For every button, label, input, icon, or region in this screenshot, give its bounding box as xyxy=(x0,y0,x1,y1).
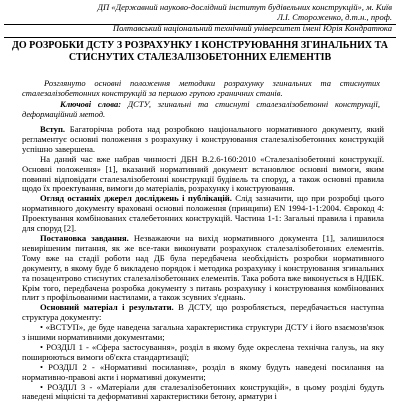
section-label-review: Огляд останніх джерел досліджень і публікацій. xyxy=(40,193,232,204)
affiliation-university: Полтавський національний технічний університет імені Юрія Кондратюка xyxy=(112,23,392,33)
paragraph-intro xyxy=(22,125,384,155)
main-text: В ДСТУ, що розробляється, передбачається наступна структура документу: xyxy=(22,302,384,323)
section-label-intro: Вступ. xyxy=(40,124,66,134)
abstract-text: Розглянуто основні положення методики розрахунку згинальних та стиснутих сталезалізобетонних конструкцій за першою групою граничних станів. xyxy=(22,78,380,98)
list-item: • «ВСТУП», де буде наведена загальна характеристика структури ДСТУ і його взаємозв'язок з іншими нормативними документами; xyxy=(22,322,384,343)
structure-list xyxy=(22,323,384,402)
paper-body xyxy=(22,125,384,402)
author-line: Л.І. Стороженко, д.т.н., проф. xyxy=(277,12,392,22)
keywords-label: Ключові слова: xyxy=(60,99,122,109)
paragraph-main xyxy=(22,303,384,323)
section-label-main: Основний матеріал і результати. xyxy=(40,302,174,313)
review-text: Слід зазначити, що при розробці цього нормативного документу враховані основні положення (принципи) EN 1994-1-1:2004. Єврокод 4: Проектування комбінованих сталебетонних конструкцій. Частина 1-1: Загальні правила і правила для споруд [2]. xyxy=(22,193,384,234)
paragraph-task xyxy=(22,234,384,303)
task-text: Незважаючи на вихід нормативного документа [1], залишилося невирішеним питання, як же все-таки виконувати розрахунок сталезалізобетонних елементів. Тому вже на стадії роботи над ДБ була передбачена необхідність розробки нормативного документу, в якому буде б викладено порядок і методика розрахунку і конструювання згинальних та позацентрово стиснутих сталезалізобетонних елементів. Така робота вже виконується в НДІБК. Крім того, передбачена розробка документу з питань розрахунку і конструювання комбінованих плит з профільованими настилами, а також зсувних з'єднань. xyxy=(22,232,384,303)
list-item: • РОЗДІЛ 2 - «Нормативні посилання», розділ в якому будуть наведені посилання на нормативно-правові акти і нормативні документи; xyxy=(22,361,384,382)
list-item: • РОЗДІЛ 1 - «Сфера застосування», розділ в якому буде окреслена технічна галузь, на яку поширюються вимоги об'єкта стандартизації; xyxy=(22,341,384,362)
affiliation-institute: ДП «Державний науково-дослідний інститут будівельних конструкцій», м. Київ xyxy=(97,2,392,12)
keywords-text: ДСТУ, згинальні та стиснуті сталезалізобетонні конструкції, деформаційний метод. xyxy=(22,99,381,119)
list-item: • РОЗДІЛ 3 - «Матеріали для сталезалізобетонних конструкцій», в цьому розділі будуть наведені міцнісні та деформативні характеристики бетону, арматури і xyxy=(22,381,384,402)
intro-text: Багаторічна робота над розробкою національного нормативного документу, який регламентує основні положення з розрахунку і конструювання сталезалізобетонних конструкцій успішно завершена. xyxy=(22,124,384,154)
section-label-task: Постановка завдання. xyxy=(40,232,129,243)
paragraph-review xyxy=(22,194,384,234)
header-rule xyxy=(4,37,396,38)
paper-title: ДО РОЗРОБКИ ДСТУ З РОЗРАХУНКУ І КОНСТРУЮВАННЯ ЗГИНАЛЬНИХ ТА СТИСНУТИХ СТАЛЕЗАЛІЗОБЕТОННИХ ЕЛЕМЕНТІВ xyxy=(11,40,388,63)
paragraph-dbn: На даний час вже набрав чинності ДБН В.2.6-160:2010 «Сталезалізобетонні конструкції. Основні положення» [1], вказаний нормативний документ встановлює основні вимоги, яким повинні відповідати сталезалізобетонні конструкції будівель та споруд, а також основні правила щодо їх проектування, вимоги до матеріалів, розрахунку і конструювання. xyxy=(22,153,384,194)
keywords xyxy=(22,99,380,119)
abstract xyxy=(22,78,380,98)
